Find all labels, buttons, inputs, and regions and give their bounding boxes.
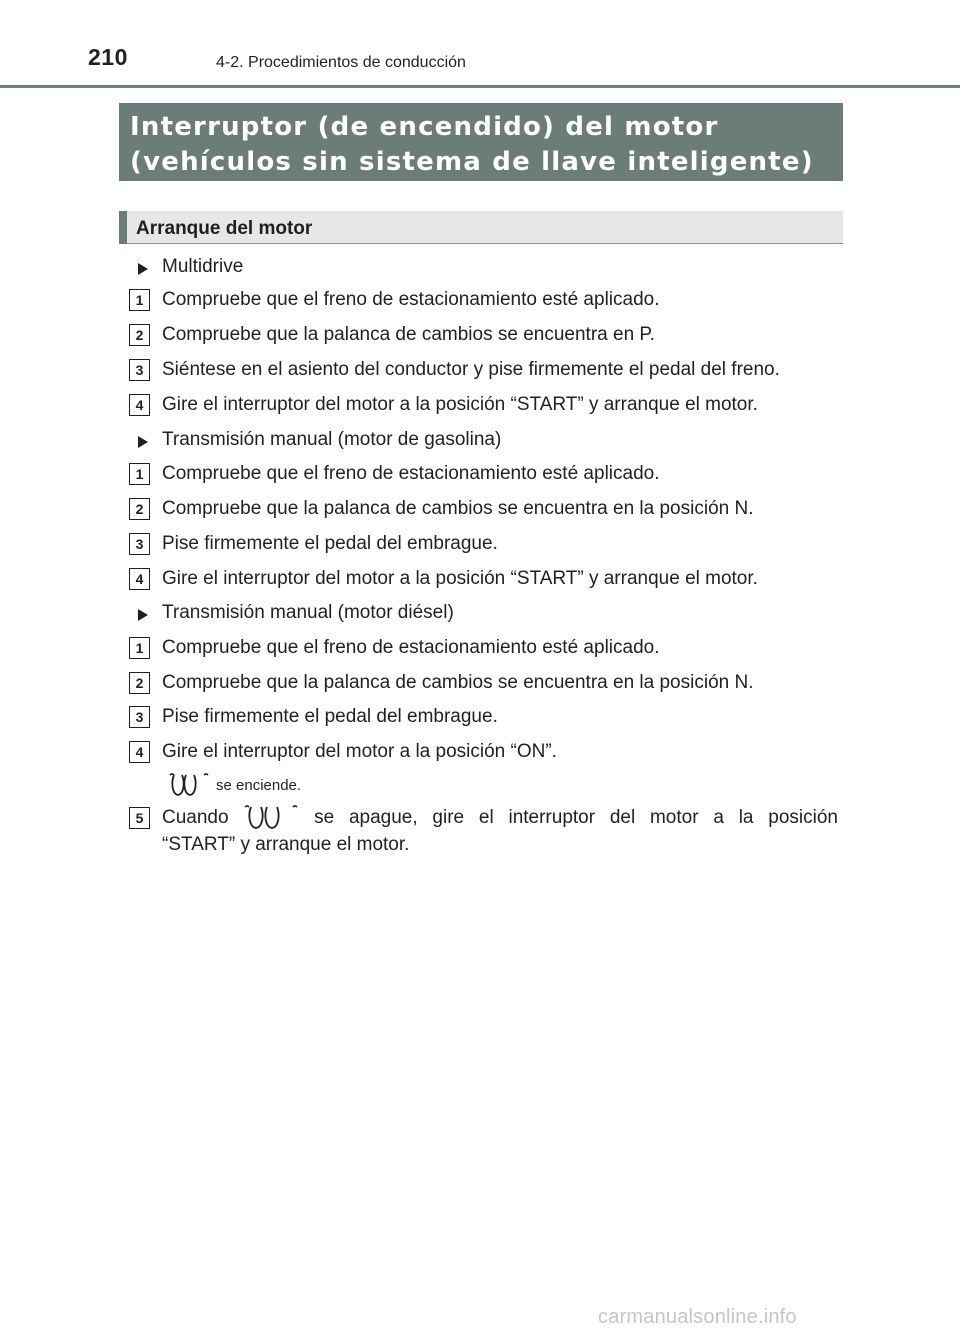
step-text-line-1: [162, 807, 838, 829]
step-word: motor: [649, 807, 699, 828]
step-row: [0, 672, 960, 702]
watermark: carmanualsonline.info: [598, 1306, 797, 1328]
step-word: la: [738, 807, 754, 828]
glow-plug-indicator-icon: [243, 803, 299, 831]
step-text: Compruebe que el freno de estacionamiento esté aplicado.: [162, 463, 660, 484]
step-text: Compruebe que la palanca de cambios se encuentra en la posición N.: [162, 498, 754, 519]
step-row-5: [0, 807, 960, 859]
step-number-badge: 3: [129, 359, 150, 381]
step-word: posición: [768, 807, 838, 828]
step-number-badge: 2: [129, 672, 150, 694]
step-row: [0, 568, 960, 598]
step-number-badge: 2: [129, 324, 150, 346]
subheading-multidrive: [0, 256, 960, 286]
subheading-text: Multidrive: [162, 256, 244, 277]
step-text: Compruebe que la palanca de cambios se encuentra en P.: [162, 324, 655, 345]
step-row: [0, 463, 960, 493]
step-word: Cuando: [162, 807, 229, 828]
page-number: 210: [88, 44, 128, 70]
step-word: el: [478, 807, 494, 828]
step-text: Compruebe que el freno de estacionamiento esté aplicado.: [162, 289, 660, 310]
header-rule: [0, 85, 960, 88]
step-word: a: [713, 807, 724, 828]
step-text: Compruebe que la palanca de cambios se encuentra en la posición N.: [162, 672, 754, 693]
running-head: 4-2. Procedimientos de conducción: [216, 54, 466, 71]
step-text: Pise firmemente el pedal del embrague.: [162, 706, 498, 727]
step-row: [0, 637, 960, 667]
step-row: [0, 533, 960, 563]
glow-plug-indicator-icon: [168, 772, 210, 798]
subheading-text: Transmisión manual (motor de gasolina): [162, 429, 502, 450]
step-word: gire: [432, 807, 465, 828]
step-number-badge: 4: [129, 394, 150, 416]
indicator-note: [0, 772, 960, 798]
step-number-badge: 1: [129, 289, 150, 311]
step-number-badge: 3: [129, 533, 150, 555]
subheading-manual-diesel: [0, 602, 960, 632]
step-number-badge: 2: [129, 498, 150, 520]
chapter-title-line-1: Interruptor (de encendido) del motor: [130, 112, 719, 142]
step-text: Gire el interruptor del motor a la posición “START” y arranque el motor.: [162, 394, 758, 415]
step-text: Pise firmemente el pedal del embrague.: [162, 533, 498, 554]
chapter-title-line-2: (vehículos sin sistema de llave inteligente): [130, 147, 814, 177]
triangle-bullet-icon: [138, 609, 148, 621]
step-number-badge: 4: [129, 568, 150, 590]
step-text: Siéntese en el asiento del conductor y pise firmemente el pedal del freno.: [162, 359, 780, 380]
step-text: Gire el interruptor del motor a la posición “START” y arranque el motor.: [162, 568, 758, 589]
step-row: [0, 741, 960, 771]
step-row: [0, 359, 960, 389]
step-word: del: [609, 807, 636, 828]
section-title: Arranque del motor: [136, 218, 313, 239]
step-number-badge: 4: [129, 741, 150, 763]
step-word: apague,: [348, 807, 418, 828]
subheading-manual-gasoline: [0, 429, 960, 459]
step-number-badge: 3: [129, 706, 150, 728]
page-header: [0, 0, 960, 90]
step-number-badge: 1: [129, 463, 150, 485]
section-accent: [119, 211, 127, 244]
step-row: [0, 498, 960, 528]
section-header: [119, 211, 843, 244]
step-word: interruptor: [508, 807, 596, 828]
step-word: se: [314, 807, 335, 828]
step-text-line-2: “START” y arranque el motor.: [162, 834, 410, 855]
triangle-bullet-icon: [138, 263, 148, 275]
step-text: Compruebe que el freno de estacionamiento esté aplicado.: [162, 637, 660, 658]
step-number-badge: 1: [129, 637, 150, 659]
step-row: [0, 324, 960, 354]
step-number-badge: 5: [129, 807, 150, 829]
step-row: [0, 706, 960, 736]
step-row: [0, 394, 960, 424]
indicator-note-text: se enciende.: [216, 777, 302, 794]
step-text: Gire el interruptor del motor a la posición “ON”.: [162, 741, 557, 762]
chapter-title-box: [119, 103, 843, 181]
triangle-bullet-icon: [138, 436, 148, 448]
subheading-text: Transmisión manual (motor diésel): [162, 602, 454, 623]
step-row: [0, 289, 960, 319]
